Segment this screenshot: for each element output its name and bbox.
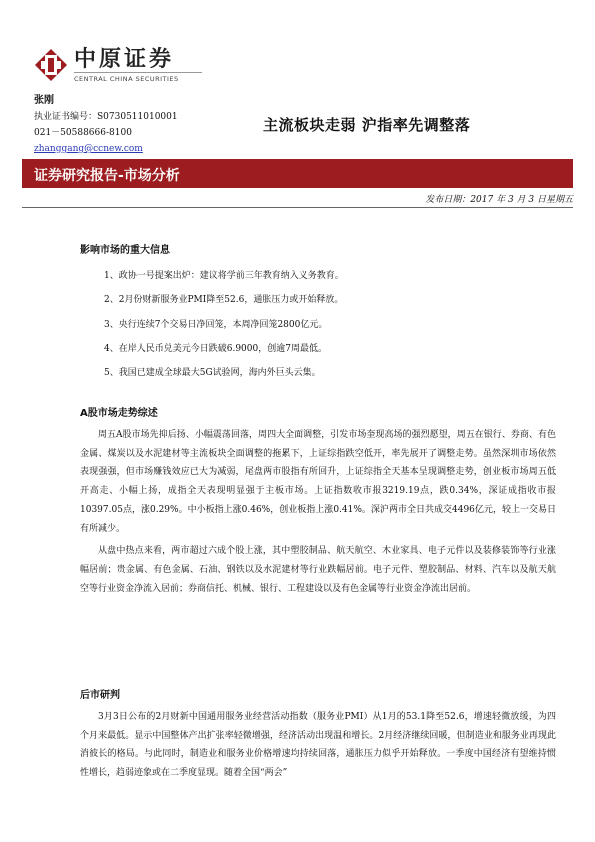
author-license: 执业证书编号：S0730511010001 — [34, 112, 178, 122]
author-name: 张刚 — [34, 95, 54, 106]
author-phone: 021－50588666-8100 — [34, 128, 132, 138]
news-heading: 影响市场的重大信息 — [80, 245, 170, 256]
list-item: 1、政协一号提案出炉：建议将学前三年教育纳入义务教育。 — [104, 271, 344, 281]
market-summary — [80, 426, 556, 598]
list-item: 5、我国已建成全球最大5G试验网，海内外巨头云集。 — [104, 368, 321, 379]
company-logo — [34, 48, 194, 90]
news-list — [104, 264, 344, 385]
market-paragraph-1: 周五A股市场先抑后扬、小幅震荡回落，周四大全面调整，引发市场奎现高场的强烈愿望，周五在银行、券商、有色金属、煤炭以及水泥建材等主流板块全面调整的拖累下，上证综指跌空低开，率先展开了调整走势。虽然深圳市场依然表现强强，但市场赚钱效应已大为减弱，尾盘两市股指有所回升，上证综指全天基本呈现调整走势，创业板市场周五低开高走、小幅上扬，成指全天表现明显强于主板市场。上证指数收市报3219.19点，跌0.34%，深证成指收市报10397.05点，涨0.29%。中小板指上涨0.46%，创业板指上涨0.41%。深沪两市全日共成交4496亿元，较上一交易日有所减少。 — [80, 430, 556, 534]
author-block — [34, 93, 178, 157]
brand-name-cn: 中原证券 — [74, 47, 175, 72]
header-divider — [22, 207, 573, 208]
publish-date: 发布日期：2017 年 3 月 3 日星期五 — [425, 195, 573, 205]
author-email-link[interactable]: zhanggang@ccnew.com — [34, 144, 143, 154]
list-item: 3、央行连续7个交易日净回笼，本周净回笼2800亿元。 — [104, 319, 328, 330]
market-heading: A股市场走势综述 — [80, 408, 158, 419]
report-type-label: 证券研究报告-市场分析 — [34, 168, 180, 184]
report-type-banner — [22, 159, 573, 188]
brand-name-en: CENTRAL CHINA SECURITIES — [74, 75, 179, 83]
outlook-paragraph: 3月3日公布的2月财新中国通用服务业经营活动指数（服务业PMI）从1月的53.1降至52.6，增速轻微放缓，为四个月来最低。显示中国整体产出扩张率轻微增强，经济活动出现温和增长。2月经济继续回暖，但制造业和服务业再现此消彼长的格局。与此同时，制造业和服务业价格增速均持续回落，通胀压力似乎开始释放。一季度中国经济有望维持惯性增长，趋弱迹象或在二季度显现。随着全国“两会” — [80, 712, 556, 779]
market-paragraph-2: 从盘中热点来看，两市超过六成个股上涨，其中塑胶制品、航天航空、木业家具、电子元件以及装修装饰等行业涨幅居前；贵金属、有色金属、石油、钢铁以及水泥建材等行业跌幅居前。电子元件、塑胶制品、材料、汽车以及航天航空等行业资金净流入居前；券商信托、机械、银行、工程建设以及有色金属等行业资金净流出居前。 — [80, 546, 556, 594]
list-item: 2、2月份财新服务业PMI降至52.6，通胀压力或开始释放。 — [104, 295, 344, 306]
report-title: 主流板块走弱 沪指率先调整落 — [263, 116, 471, 134]
outlook-heading: 后市研判 — [80, 690, 120, 701]
outlook-body — [80, 708, 556, 783]
list-item: 4、在岸人民币兑美元今日跌破6.9000，创逾7周最低。 — [104, 343, 327, 354]
company-logo-icon — [34, 48, 68, 82]
logo-divider — [74, 72, 202, 73]
